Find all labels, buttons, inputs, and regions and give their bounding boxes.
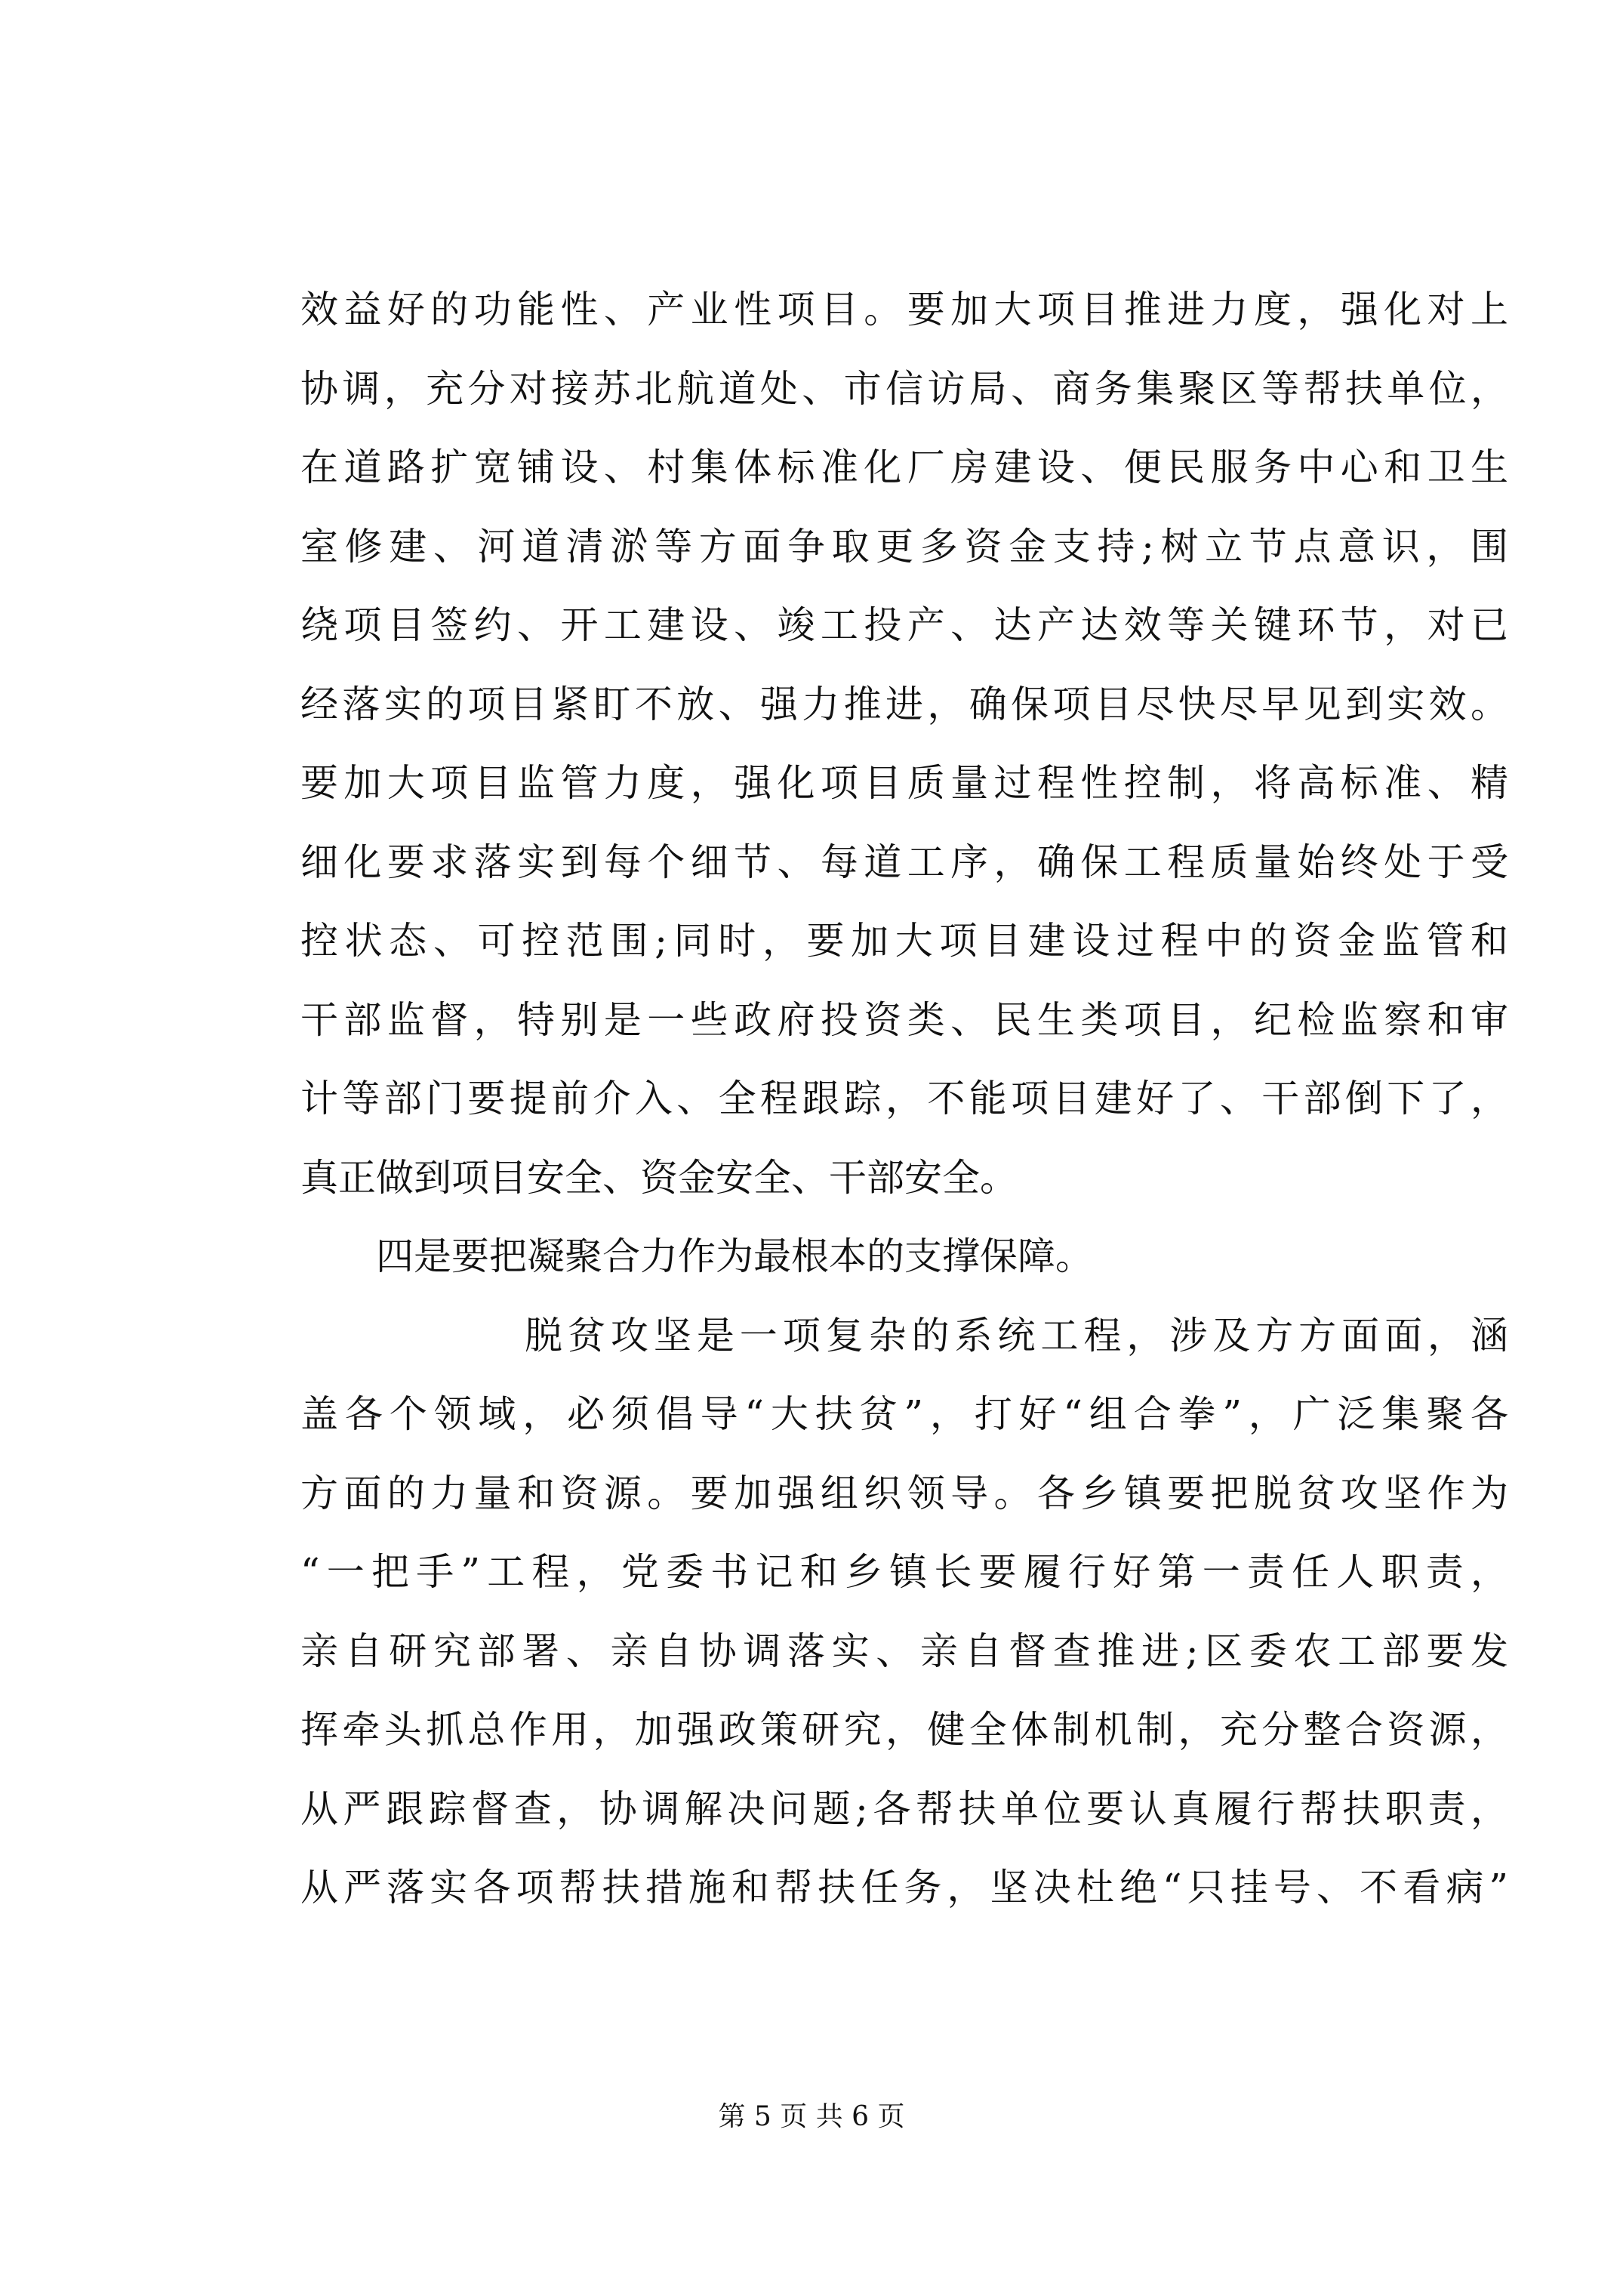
text-line-14: 脱贫攻坚是一项复杂的系统工程，涉及方方面面，涵 [525,1313,1508,1358]
text-line-7: 要加大项目监管力度，强化项目质量过程性控制，将高标准、精 [300,761,1508,805]
text-line-19: 挥牵头抓总作用，加强政策研究，健全体制机制，充分整合资源， [300,1708,1508,1752]
text-line-3: 在道路扩宽铺设、村集体标准化厂房建设、便民服务中心和卫生 [300,445,1508,489]
text-line-5: 绕项目签约、开工建设、竣工投产、达产达效等关键环节，对已 [300,603,1508,647]
text-line-17: “一把手”工程，党委书记和乡镇长要履行好第一责任人职责， [300,1550,1508,1594]
text-line-12: 真正做到项目安全、资金安全、干部安全。 [300,1155,1018,1200]
body-text [300,270,1508,1928]
text-line-21: 从严落实各项帮扶措施和帮扶任务，坚决杜绝“只挂号、不看病” [300,1866,1508,1909]
text-line-9: 控状态、可控范围;同时，要加大项目建设过程中的资金监管和 [300,919,1508,963]
text-line-16: 方面的力量和资源。要加强组织领导。各乡镇要把脱贫攻坚作为 [300,1471,1508,1515]
text-line-2: 协调，充分对接苏北航道处、市信访局、商务集聚区等帮扶单位， [300,366,1508,411]
text-line-8: 细化要求落实到每个细节、每道工序，确保工程质量始终处于受 [300,840,1508,884]
text-line-11: 计等部门要提前介入、全程跟踪，不能项目建好了、干部倒下了， [300,1077,1508,1120]
text-line-10: 干部监督，特别是一些政府投资类、民生类项目，纪检监察和审 [300,997,1508,1042]
text-line-18: 亲自研究部署、亲自协调落实、亲自督查推进;区委农工部要发 [300,1629,1508,1673]
text-line-15: 盖各个领域，必须倡导“大扶贫”，打好“组合拳”，广泛集聚各 [300,1392,1508,1436]
page-number-footer: 第 5 页 共 6 页 [718,2101,905,2132]
text-line-1: 效益好的功能性、产业性项目。要加大项目推进力度，强化对上 [300,288,1508,331]
section-heading: 四是要把凝聚合力作为最根本的支撑保障。 [376,1234,1093,1278]
text-line-20: 从严跟踪督查，协调解决问题;各帮扶单位要认真履行帮扶职责， [300,1786,1508,1831]
text-line-6: 经落实的项目紧盯不放、强力推进，确保项目尽快尽早见到实效。 [300,682,1508,726]
text-line-4: 室修建、河道清淤等方面争取更多资金支持;树立节点意识，围 [300,524,1508,569]
